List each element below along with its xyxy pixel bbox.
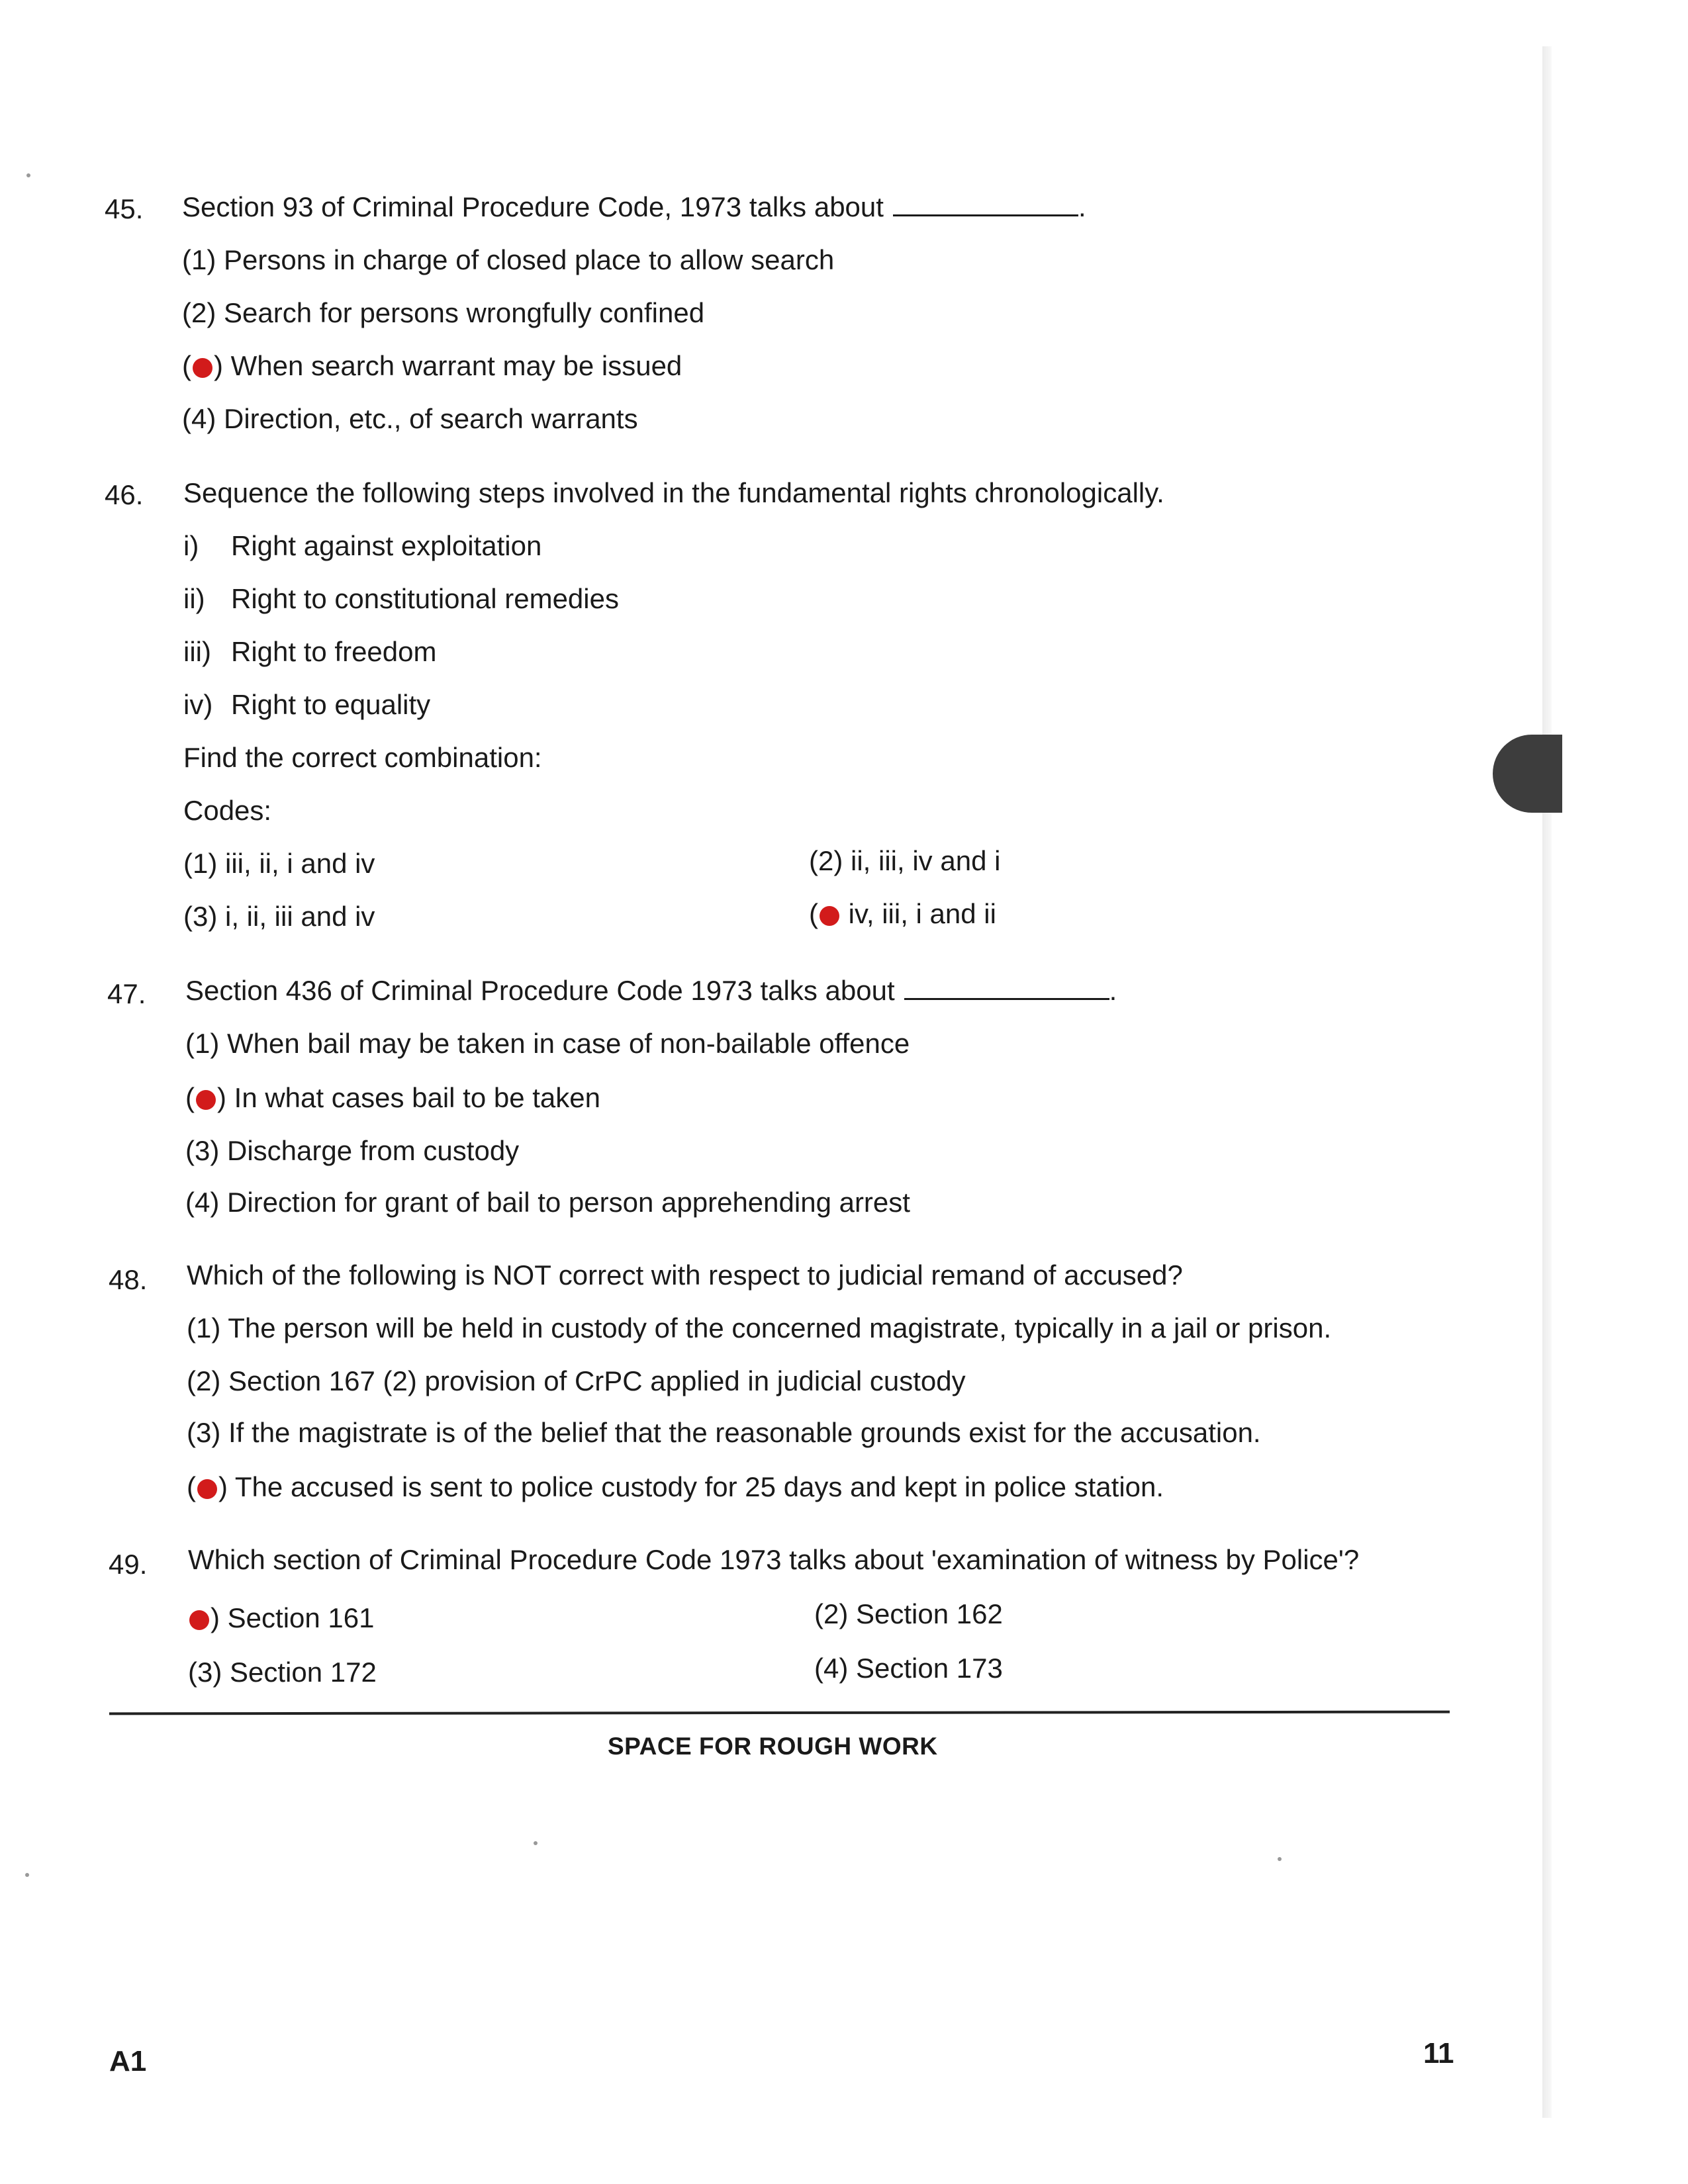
option-1[interactable]: ) Section 161 [188,1602,375,1635]
question-number: 48. [109,1264,148,1295]
question-stem: Which of the following is NOT correct with respect to judicial remand of accused? [187,1259,1183,1291]
page-edge-shadow [1542,46,1552,2118]
option-2[interactable]: (2) Section 162 [814,1598,1003,1629]
answer-mark [189,1610,209,1630]
list-item: iv) Right to equality [183,689,431,720]
option-3[interactable]: (3) Section 172 [188,1657,377,1688]
scan-speck [26,173,30,177]
option-2[interactable]: ( ) In what cases bail to be taken [185,1082,600,1113]
option-3[interactable]: (3) Discharge from custody [185,1135,520,1166]
answer-mark [820,906,839,926]
option-3[interactable]: (3) i, ii, iii and iv [183,901,375,932]
scan-speck [1278,1857,1282,1861]
index-tab [1493,735,1562,813]
list-item: ii) Right to constitutional remedies [183,583,619,614]
question-stem: Which section of Criminal Procedure Code 1973 talks about 'examination of witness by Police'? [188,1544,1360,1575]
option-1[interactable]: (1) The person will be held in custody of the concerned magistrate, typically in a jail or prison. [187,1312,1332,1343]
answer-mark [196,1090,216,1110]
option-4[interactable]: (4) Direction for grant of bail to person apprehending arrest [185,1187,910,1218]
question-stem: Sequence the following steps involved in the fundamental rights chronologically. [183,477,1164,508]
question-number: 46. [105,479,144,510]
list-item: iii) Right to freedom [183,636,437,667]
option-4[interactable]: ( ) The accused is sent to police custody for 25 days and kept in police station. [187,1471,1164,1502]
option-2[interactable]: (2) ii, iii, iv and i [809,845,1001,876]
instruction-text: Find the correct combination: [183,742,542,773]
rough-work-divider [109,1711,1450,1715]
question-stem: Section 93 of Criminal Procedure Code, 1973 talks about . [182,191,1086,222]
answer-blank [904,978,1109,1000]
answer-mark [193,358,212,378]
option-4[interactable]: ( iv, iii, i and ii [809,898,996,929]
option-4[interactable]: (4) Direction, etc., of search warrants [182,403,638,434]
option-2[interactable]: (2) Section 167 (2) provision of CrPC applied in judicial custody [187,1365,966,1396]
option-3[interactable]: ( ) When search warrant may be issued [182,350,682,381]
option-1[interactable]: (1) Persons in charge of closed place to allow search [182,244,835,275]
question-number: 45. [105,193,144,224]
question-number: 47. [107,978,146,1009]
scan-speck [25,1873,29,1877]
answer-blank [893,195,1078,216]
option-3[interactable]: (3) If the magistrate is of the belief that the reasonable grounds exist for the accusation. [187,1417,1261,1448]
scan-speck [534,1841,538,1845]
option-1[interactable]: (1) iii, ii, i and iv [183,848,375,879]
option-4[interactable]: (4) Section 173 [814,1653,1003,1684]
option-1[interactable]: (1) When bail may be taken in case of non-bailable offence [185,1028,910,1059]
option-2[interactable]: (2) Search for persons wrongfully confined [182,297,705,328]
question-number: 49. [109,1549,148,1580]
booklet-code: A1 [109,2045,147,2077]
list-item: i) Right against exploitation [183,530,542,561]
codes-label: Codes: [183,795,272,826]
question-stem: Section 436 of Criminal Procedure Code 1973 talks about . [185,975,1117,1006]
page-number: 11 [1423,2037,1454,2070]
answer-mark [197,1479,217,1499]
rough-work-label: SPACE FOR ROUGH WORK [608,1733,938,1760]
